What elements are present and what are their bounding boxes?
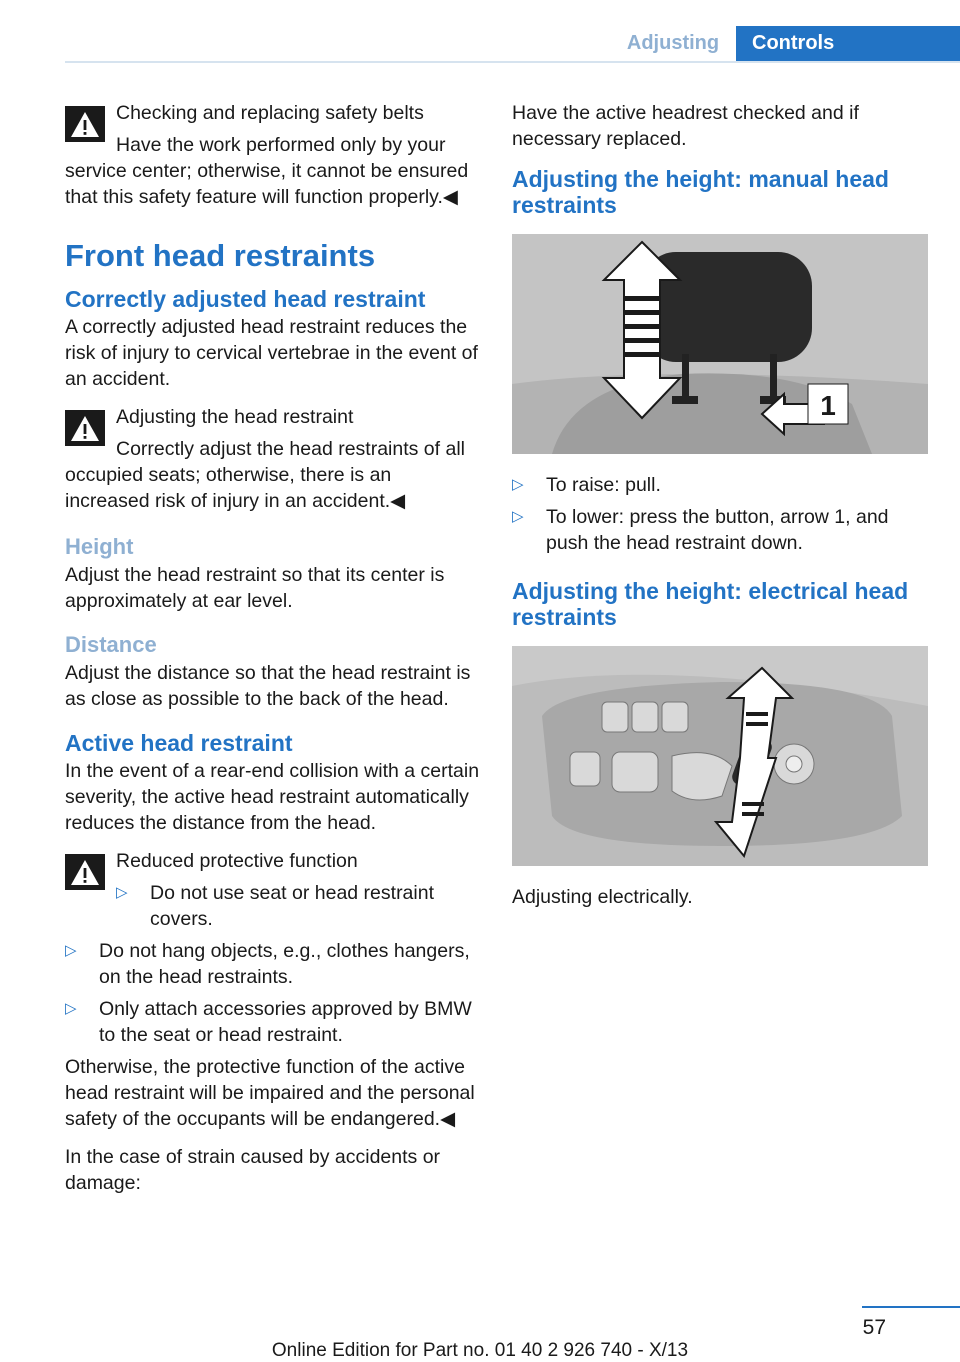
paragraph-distance: Adjust the distance so that the head restraint is as close as possible to the back of the head. xyxy=(65,662,471,710)
heading-manual: Adjusting the height: manual head restraints xyxy=(512,166,889,218)
warning-icon xyxy=(65,410,105,446)
triangle-bullet-icon: ▷ xyxy=(65,1000,77,1017)
heading-active-restraint: Active head restraint xyxy=(65,730,293,756)
warning-text: Correctly adjust the head restraints of all occupied seats; otherwise, there is an increased risk of injury in an accident.◀ xyxy=(65,438,466,512)
warning-text: Have the work performed only by your service center; otherwise, it cannot be ensured that this safety feature will function properly.◀ xyxy=(65,134,469,208)
heading-electrical: Adjusting the height: electrical head restraints xyxy=(512,578,909,630)
triangle-bullet-icon: ▷ xyxy=(512,476,524,493)
electrical-head-restraint-figure xyxy=(512,646,928,866)
list-item: ▷ To raise: pull. xyxy=(512,474,661,496)
paragraph-checked: Have the active headrest checked and if necessary replaced. xyxy=(512,102,859,150)
triangle-bullet-icon: ▷ xyxy=(512,508,524,525)
heading-height: Height xyxy=(65,534,134,559)
header-section-label: Adjusting xyxy=(626,32,720,54)
footer-edition: Online Edition for Part no. 01 40 2 926 740 - X/13 xyxy=(271,1340,689,1361)
paragraph-electrical: Adjusting electrically. xyxy=(512,886,693,908)
heading-correct-restraint: Correctly adjusted head restraint xyxy=(65,286,426,312)
paragraph-active-restraint: In the event of a rear-end collision with a certain severity, the active head restraint automatically reduces the distance from the head. xyxy=(65,760,480,834)
list-item: ▷ Only attach accessories approved by BMW to the seat or head restraint. xyxy=(65,998,472,1046)
warning-adjusting xyxy=(65,404,481,514)
warning-reduced-function xyxy=(65,848,481,932)
left-column xyxy=(65,100,481,1196)
triangle-bullet-icon: ▷ xyxy=(116,884,128,901)
warning-icon xyxy=(65,854,105,890)
warning-title: Reduced protective function xyxy=(116,850,358,872)
paragraph-strain: In the case of strain caused by accidents or damage: xyxy=(65,1146,441,1194)
paragraph-height: Adjust the head restraint so that its center is approximately at ear level. xyxy=(65,564,445,612)
warning-safety-belts xyxy=(65,100,481,210)
paragraph-correct-restraint: A correctly adjusted head restraint reduces the risk of injury to cervical vertebrae in the event of an accident. xyxy=(65,316,478,390)
warning-title: Checking and replacing safety belts xyxy=(116,102,424,124)
page-number: 57 xyxy=(862,1316,886,1339)
bullet-list xyxy=(65,938,481,1048)
heading-distance: Distance xyxy=(65,632,157,657)
manual-head-restraint-figure xyxy=(512,234,928,454)
list-item: ▷ Do not hang objects, e.g., clothes hangers, on the head restraints. xyxy=(65,940,470,988)
right-column xyxy=(512,100,928,910)
footer-rule xyxy=(862,1306,960,1308)
paragraph-otherwise: Otherwise, the protective function of the active head restraint will be impaired and the personal safety of the occupants will be endangered.◀ xyxy=(65,1056,475,1130)
warning-title: Adjusting the head restraint xyxy=(116,406,354,428)
callout-number: 1 xyxy=(820,390,836,421)
list-item: ▷ To lower: press the button, arrow 1, and push the head restraint down. xyxy=(512,506,889,554)
header-rule xyxy=(65,61,960,63)
warning-icon xyxy=(65,106,105,142)
manual-bullet-list xyxy=(512,472,928,556)
list-item: ▷ Do not use seat or head restraint covers. xyxy=(116,882,434,930)
header-chapter-tab: Controls xyxy=(736,26,960,61)
section-title: Front head restraints xyxy=(65,238,376,273)
triangle-bullet-icon: ▷ xyxy=(65,942,77,959)
warning-bullet-list xyxy=(116,880,481,932)
